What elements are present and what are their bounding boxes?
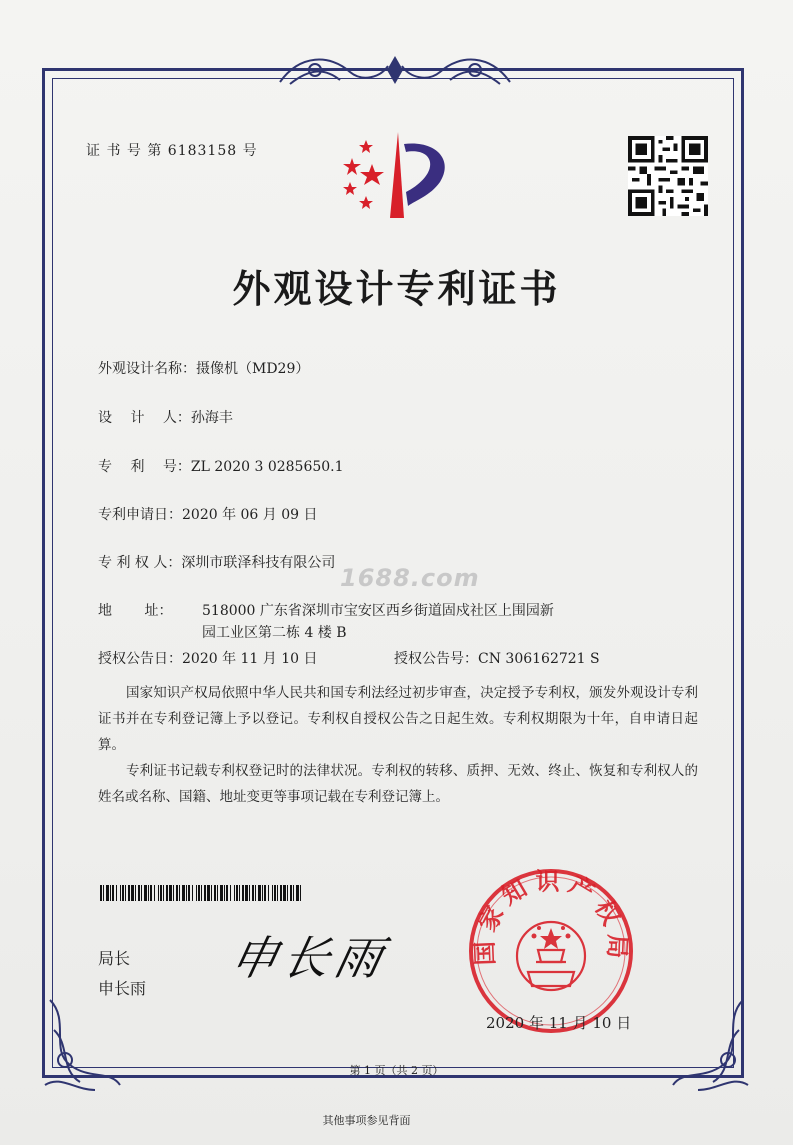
body-paragraph-2: 专利证书记载专利权登记时的法律状况。专利权的转移、质押、无效、终止、恢复和专利权人的姓名或名称、国籍、地址变更等事项记载在专利登记簿上。 xyxy=(98,763,698,805)
designer-value: 孙海丰 xyxy=(190,410,233,426)
patentee-value: 深圳市联泽科技有限公司 xyxy=(181,555,336,571)
grant-date-value: 2020 年 11 月 10 日 xyxy=(182,651,318,667)
barcode xyxy=(100,885,302,901)
address-label: 地 址： xyxy=(98,603,173,619)
designer-row xyxy=(98,407,233,427)
filing-date-row xyxy=(98,504,318,524)
certificate-title: 外观设计专利证书 xyxy=(232,267,561,311)
bottom-right-ornament xyxy=(663,990,753,1100)
back-note: 其他事项参见背面 xyxy=(322,1114,411,1127)
design-name-row xyxy=(98,358,309,378)
patent-number-value: ZL 2020 3 0285650.1 xyxy=(190,459,344,475)
grant-date-label: 授权公告日： xyxy=(98,651,182,667)
qr-code xyxy=(628,136,708,216)
address-line-2: 园工业区第二栋 4 楼 B xyxy=(202,625,347,641)
top-ornament xyxy=(270,48,520,94)
seal-date: 2020 年 11 月 10 日 xyxy=(486,1014,632,1032)
filing-date-value: 2020 年 06 月 09 日 xyxy=(182,507,318,523)
patentee-label: 专 利 权 人： xyxy=(98,555,182,571)
patentee-row xyxy=(98,552,335,572)
watermark: 1688.com xyxy=(340,564,480,592)
address-row xyxy=(98,600,554,620)
design-name-value: 摄像机（MD29） xyxy=(196,361,310,377)
official-seal xyxy=(466,866,636,1036)
grant-number-row xyxy=(394,648,600,668)
patent-number-label: 专 利 号： xyxy=(98,459,191,475)
seal-text: 国家知识产权局 xyxy=(470,867,632,966)
certificate-number: 证 书 号 第 6183158 号 xyxy=(86,143,258,159)
designer-label: 设 计 人： xyxy=(98,410,191,426)
director-name: 申长雨 xyxy=(98,979,147,998)
director-title: 局长 xyxy=(98,949,131,968)
design-name-label: 外观设计名称： xyxy=(98,361,196,377)
cnipa-logo xyxy=(336,130,456,225)
bottom-left-ornament xyxy=(40,990,130,1100)
address-line-1: 518000 广东省深圳市宝安区西乡街道固戍社区上围园新 xyxy=(202,603,554,619)
filing-date-label: 专利申请日： xyxy=(98,507,182,523)
patent-number-row xyxy=(98,456,344,476)
page-number: 第 1 页（共 2 页） xyxy=(349,1064,444,1077)
grant-number-label: 授权公告号： xyxy=(394,651,478,667)
handwritten-signature: 申长雨 xyxy=(225,931,394,985)
body-paragraph-1: 国家知识产权局依照中华人民共和国专利法经过初步审查，决定授予专利权，颁发外观设计专利证书并在专利登记簿上予以登记。专利权自授权公告之日起生效。专利权期限为十年，自申请日起算。 xyxy=(98,685,698,753)
grant-number-value: CN 306162721 S xyxy=(478,651,600,667)
grant-date-row xyxy=(98,648,318,668)
